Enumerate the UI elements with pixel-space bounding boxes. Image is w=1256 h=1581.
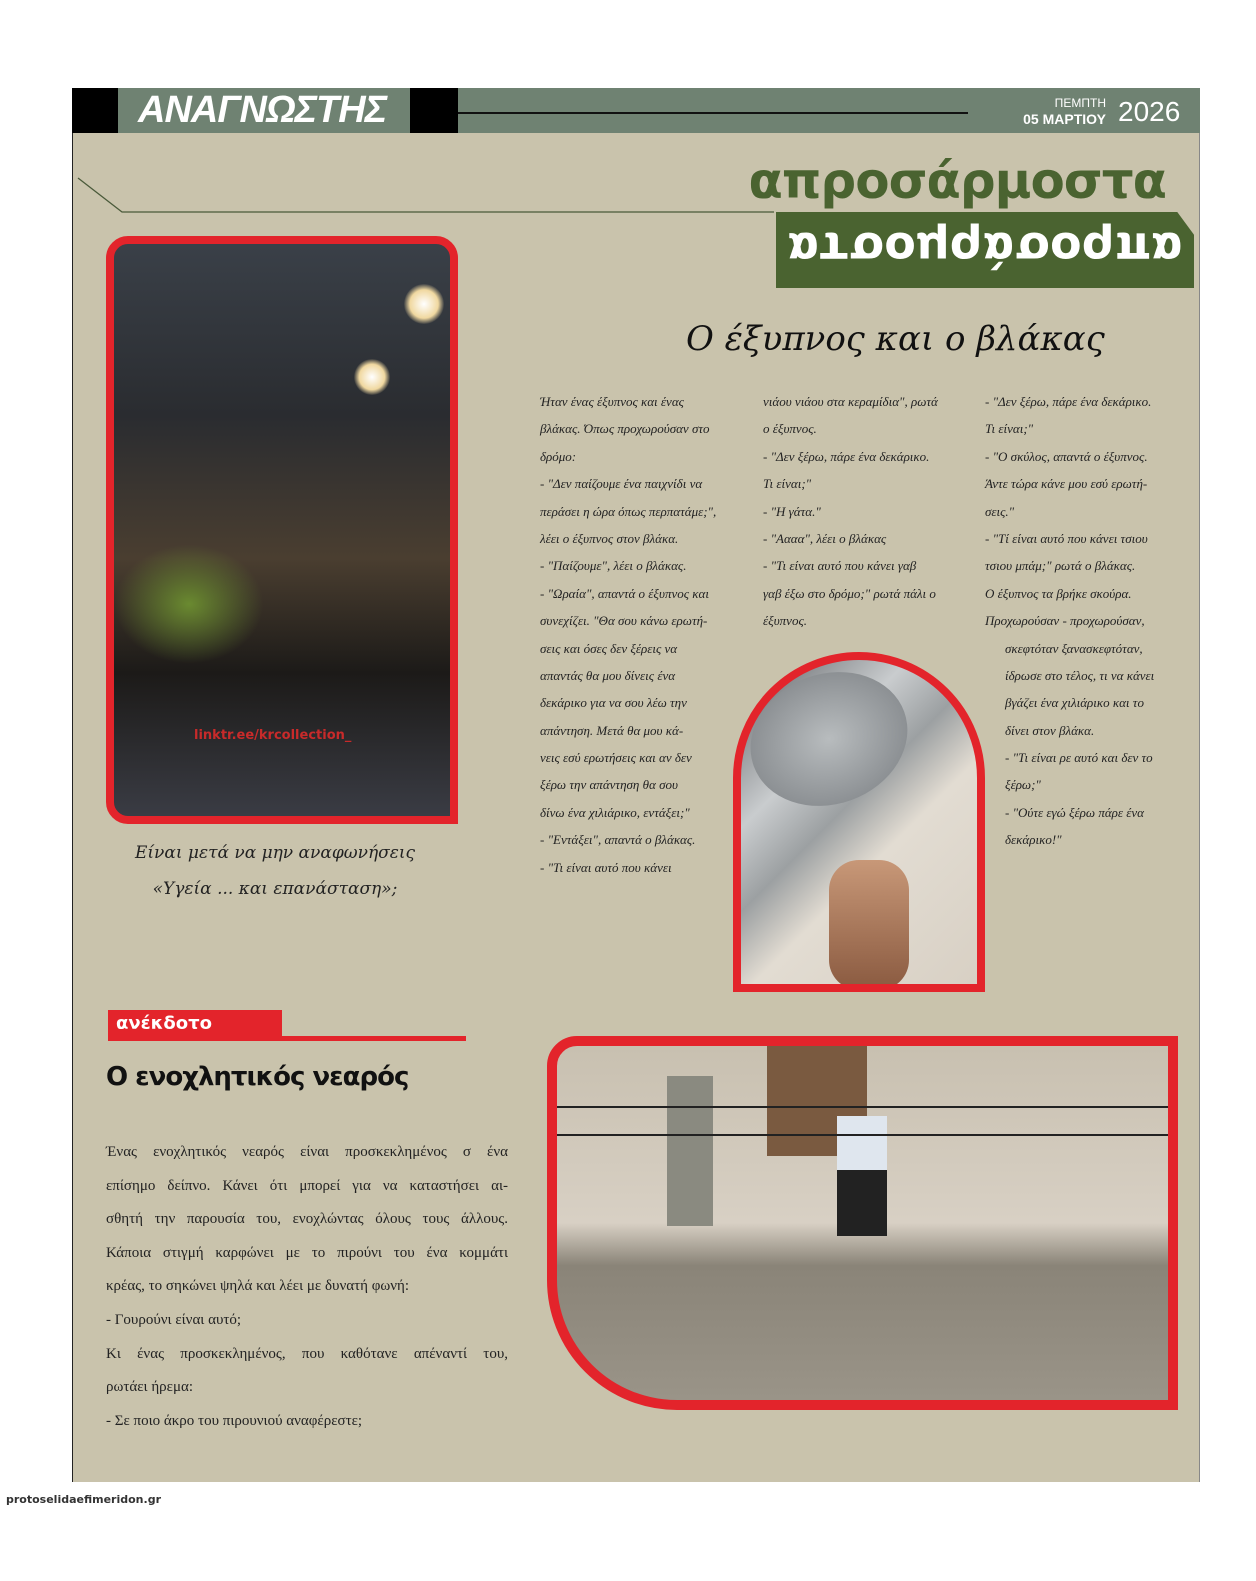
text-line: τσιου μπάμ;" ρωτά ο βλάκας. [985, 558, 1136, 574]
text-line: - "Τί είναι αυτό που κάνει τσιου [985, 530, 1148, 546]
text-line: δρόμο: [540, 448, 577, 464]
watermark: protoselidaefimeridon.gr [6, 1493, 161, 1506]
text-line: - "Δεν παίζουμε ένα παιχνίδι να [540, 476, 703, 492]
text-line: σκεφτόταν ξανασκεφτόταν, [1005, 640, 1143, 656]
text-line: ξέρω την απάντηση θα σου [540, 777, 678, 793]
text-line: - "Ο σκύλος, απαντά ο έξυπνος. [985, 448, 1148, 464]
photo-woman [106, 236, 458, 824]
text-line: σθητή την παρουσία του, ενοχλώντας όλους τους άλλους. [106, 1211, 508, 1228]
text-line: ίδρωσε στο τέλος, τι να κάνει [1005, 667, 1155, 683]
text-line: ο έξυπνος. [763, 421, 817, 437]
text-line: σεις." [985, 503, 1015, 519]
text-line: κρέας, το σηκώνει ψηλά και λέει με δυνατή φωνή: [106, 1278, 410, 1295]
photo-frying-pan [733, 652, 985, 992]
text-line: - "Εντάξει", απαντά ο βλάκας. [540, 832, 696, 848]
text-line: - Σε ποιο άκρο του πιρουνιού αναφέρεστε; [106, 1412, 363, 1429]
story-column-2 [763, 388, 953, 635]
photo-caption-line: Είναι μετά να μην αναφωνήσεις [134, 843, 416, 863]
text-line: βλάκας. Όπως προχωρούσαν στο [540, 421, 710, 437]
text-line: - "Ωραία", απαντά ο έξυπνος και [540, 585, 709, 601]
plants [114, 544, 264, 664]
anecdote-body [106, 1136, 508, 1438]
text-line: Προχωρούσαν - προχωρούσαν, [985, 613, 1145, 629]
text-line: έξυπνος. [763, 613, 807, 629]
anecdote-tag: ανέκδοτο [108, 1010, 282, 1038]
text-line: Κάποια στιγμή καρφώνει με το πιρούνι του ένα κομμάτι [106, 1244, 508, 1261]
header-block [410, 88, 458, 133]
lamp-light [354, 359, 390, 395]
text-line: νεις εσύ ερωτήσεις και αν δεν [540, 750, 692, 766]
photo-watermark: linktr.ee/krcollection_ [194, 728, 352, 743]
text-line: δεκάρικο!" [1005, 832, 1062, 848]
text-line: δεκάρικο για να σου λέω την [540, 695, 687, 711]
window [667, 1076, 713, 1226]
text-line: - "Δεν ξέρω, πάρε ένα δεκάρικο. [985, 394, 1152, 409]
text-line: απάντηση. Μετά θα μου κά- [540, 722, 684, 738]
text-line: γαβ έξω στο δρόμο;" ρωτά πάλι ο [763, 585, 936, 601]
divider-rule [76, 176, 776, 216]
text-line: Άντε τώρα κάνε μου εσύ ερωτή- [985, 476, 1148, 492]
text-line: - "Η γάτα." [763, 503, 821, 519]
text-line: περάσει η ώρα όπως περπατάμε;", [540, 503, 717, 519]
text-line: Ένας ενοχλητικός νεαρός είναι προσκεκλημένος σ ένα [106, 1144, 508, 1160]
text-line: ρωτάει ήρεμα: [106, 1379, 194, 1396]
lamp-light [404, 284, 444, 324]
text-line: απαντάς θα μου δίνεις ένα [540, 667, 676, 683]
story-title: Ο έξυπνος και ο βλάκας [686, 319, 1105, 359]
text-line: ξέρω;" [1005, 777, 1041, 793]
column-title: απροσάρμοστα [748, 152, 1166, 210]
header-year: 2026 [1118, 96, 1181, 127]
text-line: - "Παίζουμε", λέει ο βλάκας. [540, 558, 687, 574]
text-line: επίσημο δείπνο. Κάνει ότι μπορεί για να καταστήσει αι- [106, 1177, 508, 1194]
photo-man-on-ledge [547, 1036, 1178, 1410]
header-block [72, 88, 118, 133]
text-line: σεις και όσες δεν ξέρεις να [540, 640, 678, 656]
hand [829, 860, 909, 990]
story-column-1 [540, 388, 730, 881]
anecdote-title: Ο ενοχλητικός νεαρός [106, 1062, 409, 1092]
text-line: - "Τι είναι αυτό που κάνει [540, 859, 672, 875]
text-line: λέει ο έξυπνος στον βλάκα. [540, 530, 679, 546]
text-line: Ο έξυπνος τα βρήκε σκούρα. [985, 585, 1132, 601]
text-line: Τι είναι;" [763, 476, 812, 492]
section-name: ΑΝΑΓΝΩΣΤΗΣ [138, 89, 387, 131]
text-line: Κι ένας προσκεκλημένος, που καθότανε απέναντί του, [106, 1345, 508, 1362]
text-line: δίνει στον βλάκα. [1005, 722, 1095, 738]
text-line: - Γουρούνι είναι αυτό; [106, 1311, 242, 1328]
text-line: - "Ούτε εγώ ξέρω πάρε ένα [1005, 804, 1145, 820]
text-line: - "Δεν ξέρω, πάρε ένα δεκάρικο. [763, 448, 930, 464]
text-line: - "Αααα", λέει ο βλάκας [763, 530, 887, 546]
text-line: νιάου νιάου στα κεραμίδια", ρωτά [763, 394, 938, 409]
anecdote-rule [108, 1036, 466, 1041]
text-line: - "Τι είναι ρε αυτό και δεν το [1005, 750, 1153, 766]
story-column-3 [985, 388, 1175, 854]
photo-caption-line: «Υγεία ... και επανάσταση»; [152, 879, 398, 899]
text-line: Ήταν ένας έξυπνος και ένας [540, 394, 684, 409]
column-title-mirrored: απροσάρμοστα [787, 222, 1183, 276]
header-day: ΠΕΜΠΤΗ [1054, 96, 1106, 110]
text-line: συνεχίζει. "Θα σου κάνω ερωτή- [540, 613, 708, 629]
text-line: βγάζει ένα χιλιάρικο και το [1005, 695, 1144, 711]
header-rule [458, 112, 968, 114]
header-date: 05 ΜΑΡΤΙΟΥ [1023, 111, 1106, 127]
text-line: δίνω ένα χιλιάρικο, εντάξει;" [540, 804, 690, 820]
text-line: Τι είναι;" [985, 421, 1034, 437]
text-line: - "Τι είναι αυτό που κάνει γαβ [763, 558, 917, 574]
cables [557, 1106, 1178, 1136]
